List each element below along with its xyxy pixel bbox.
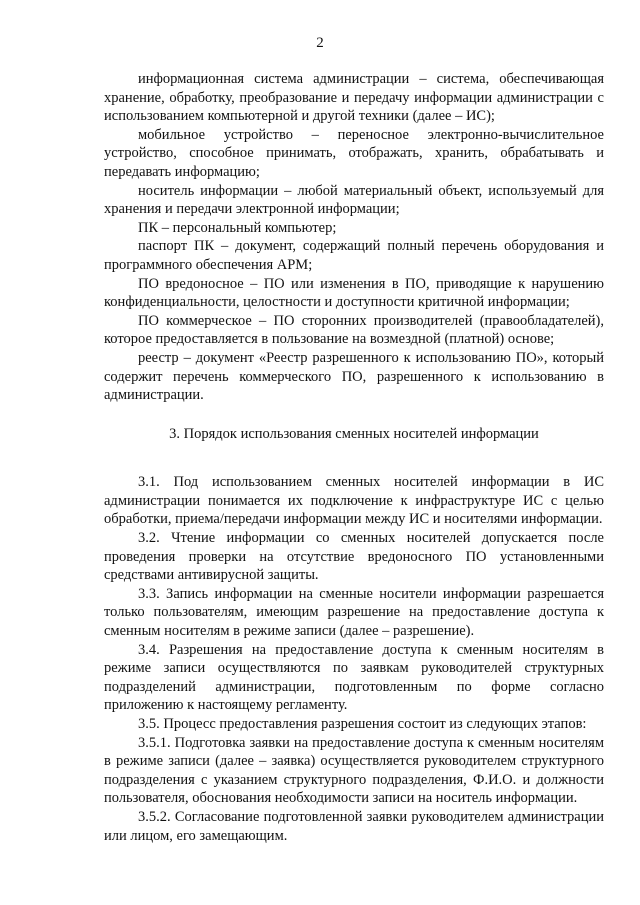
clause-3-5-2: 3.5.2. Согласование подготовленной заявки руководителем администрации или лицом, его замещающим. — [104, 808, 604, 844]
definition-pc: ПК – персональный компьютер; — [138, 219, 337, 236]
clause-3-5: 3.5. Процесс предоставления разрешения состоит из следующих этапов: — [138, 716, 587, 732]
clause-3-1: 3.1. Под использованием сменных носителей информации в ИС администрации понимается их подключение к инфраструктуре ИС с целью обработки, приема/передачи информации между ИС и носителями информации. — [104, 474, 604, 528]
definition-is: информационная система администрации – система, обеспечивающая хранение, обработку, преобразование и передачу информации администрации с использованием компьютерной и другой техники (далее – ИС); — [104, 71, 604, 125]
definition-storage-medium: носитель информации – любой материальный объект, используемый для хранения и передачи электронной информации; — [104, 182, 604, 218]
clause-3-4: 3.4. Разрешения на предоставление доступа к сменным носителям в режиме записи осуществляются по заявкам руководителей структурных подразделений администрации, подготовленным по форме согласно приложению к настоящему регламенту. — [104, 641, 604, 714]
definition-malware: ПО вредоносное – ПО или изменения в ПО, приводящие к нарушению конфиденциальности, целостности и доступности критичной информации; — [104, 275, 604, 311]
clause-3-2: 3.2. Чтение информации со сменных носителей допускается после проведения проверки на отсутствие вредоносного ПО установленными средствами антивирусной защиты. — [104, 530, 604, 584]
definition-registry: реестр – документ «Реестр разрешенного к использованию ПО», который содержит перечень коммерческого ПО, разрешенного к использованию в администрации. — [104, 349, 604, 404]
definition-mobile-device: мобильное устройство – переносное электронно-вычислительное устройство, способное принимать, отображать, хранить, обрабатывать и передавать информацию; — [104, 126, 604, 180]
clause-3-3: 3.3. Запись информации на сменные носители информации разрешается только пользователям, имеющим разрешение на предоставление доступа к сменным носителям в режиме записи (далее – разрешение). — [104, 585, 604, 640]
document-body — [104, 70, 604, 845]
definition-pc-passport: паспорт ПК – документ, содержащий полный перечень оборудования и программного обеспечения АРМ; — [104, 238, 604, 273]
page-number: 2 — [316, 35, 324, 51]
definition-commercial-software: ПО коммерческое – ПО сторонних производителей (правообладателей), которое предоставляется в пользование на возмездной (платной) основе; — [104, 312, 604, 348]
section-3-title: 3. Порядок использования сменных носителей информации — [169, 425, 539, 442]
clause-3-5-1: 3.5.1. Подготовка заявки на предоставление доступа к сменным носителям в режиме записи (далее – заявка) осуществляется руководителем структурного подразделения с указанием структурного подразделения, Ф.И.О. и должности пользователя, обоснования необходимости записи на носитель информации. — [104, 734, 604, 807]
